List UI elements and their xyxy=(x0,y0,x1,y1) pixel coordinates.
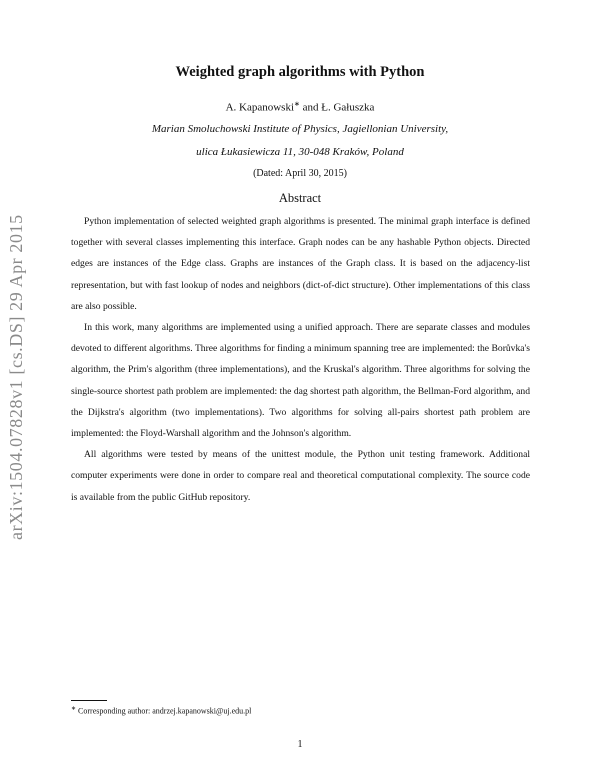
date-line: (Dated: April 30, 2015) xyxy=(253,168,347,179)
author-first: A. Kapanowski xyxy=(225,101,294,114)
footnote-divider xyxy=(71,700,107,701)
corresponding-author-mark: ∗ xyxy=(294,100,300,108)
arxiv-stamp-text: arXiv:1504.07828v1 [cs.DS] 29 Apr 2015 xyxy=(6,214,26,540)
footnote-text: Corresponding author: andrzej.kapanowski@uj.edu.pl xyxy=(78,706,252,716)
paper-title: Weighted graph algorithms with Python xyxy=(175,64,425,80)
affiliation-line-1: Marian Smoluchowski Institute of Physics, Jagiellonian University, xyxy=(151,123,449,135)
author-line xyxy=(0,100,600,114)
abstract-paragraph: All algorithms were tested by means of the unittest module, the Python unit testing framework. Additional computer experiments were done in order to compare real and theoretical computational complexity. The source code is available from the public GitHub repository. xyxy=(71,449,530,503)
page-number: 1 xyxy=(297,739,303,750)
affiliation-line-2: ulica Łukasiewicza 11, 30-048 Kraków, Poland xyxy=(196,146,404,158)
footnote xyxy=(71,705,251,716)
footnote-mark: ∗ xyxy=(71,706,77,712)
abstract-body xyxy=(71,211,530,508)
author-connector: and xyxy=(302,101,319,114)
abstract-heading: Abstract xyxy=(278,191,322,205)
abstract-paragraph: Python implementation of selected weighted graph algorithms is presented. The minimal graph interface is defined together with several classes implementing this interface. Graph nodes can be any hashable Python objects. Directed edges are instances of the Edge class. Graphs are instances of the Graph class. It is based on the adjacency-list representation, but with fast lookup of nodes and neighbors (dict-of-dict structure). Other implementations of this class are also possible. xyxy=(71,216,530,312)
abstract-paragraph: In this work, many algorithms are implemented using a unified approach. There are separate classes and modules devoted to different algorithms. Three algorithms for finding a minimum spanning tree are implemented: the Borůvka's algorithm, the Prim's algorithm (three implementations), and the Kruskal's algorithm. Three algorithms for solving the single-source shortest path problem are implemented: the dag shortest path algorithm, the Bellman-Ford algorithm, and the Dijkstra's algorithm (two implementations). Two algorithms for solving all-pairs shortest path problem are implemented: the Floyd-Warshall algorithm and the Johnson's algorithm. xyxy=(71,322,530,440)
author-second: Ł. Gałuszka xyxy=(321,101,375,114)
